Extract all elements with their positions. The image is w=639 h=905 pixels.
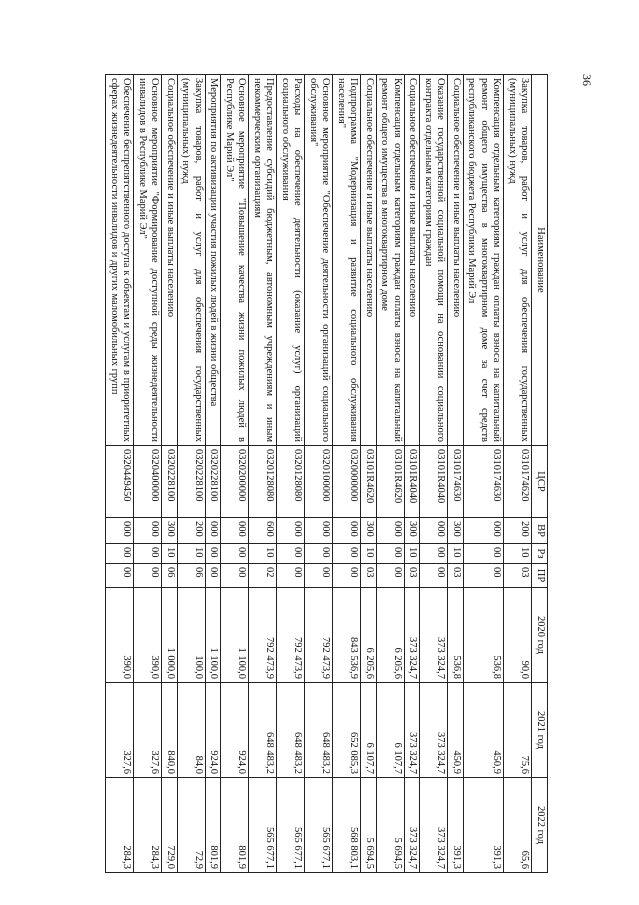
table-row (464, 75, 505, 873)
row-pr: 02 (249, 564, 277, 588)
header-csr: ЦСР (532, 446, 548, 518)
table-row (405, 75, 421, 873)
row-rz: 00 (420, 544, 448, 564)
row-name: Социальное обеспечение и иные выплаты населению (405, 75, 421, 446)
row-pr: 00 (377, 564, 405, 588)
row-rz: 00 (221, 544, 249, 564)
row-2021: 648 483,2 (277, 683, 305, 778)
row-pr: 00 (106, 564, 134, 588)
row-2022: 284,3 (134, 778, 162, 873)
row-name: Оказание государственной социальной помощи на основании социального контракта отдельным категориям граждан (420, 75, 448, 446)
table-row (305, 75, 333, 873)
row-rz: 00 (134, 544, 162, 564)
row-rz: 10 (249, 544, 277, 564)
row-csr: 0320228100 (206, 446, 222, 518)
row-vr: 000 (206, 518, 222, 544)
table-row (249, 75, 277, 873)
table-row (448, 75, 464, 873)
row-csr: 0320128080 (277, 446, 305, 518)
row-csr: 0320128080 (249, 446, 277, 518)
page-number: 36 (580, 74, 594, 86)
row-name: Мероприятия по активизации участия пожилых людей в жизни общества (206, 75, 222, 446)
row-rz: 00 (333, 544, 361, 564)
table-row (361, 75, 377, 873)
table-body (106, 75, 532, 873)
row-2021: 648 483,2 (305, 683, 333, 778)
row-name: Основное мероприятие "Обеспечение деятельности организаций социального обслуживания" (305, 75, 333, 446)
row-2021: 648 483,2 (249, 683, 277, 778)
row-rz: 00 (106, 544, 134, 564)
table-header-row (532, 75, 548, 873)
row-csr: 0320000000 (333, 446, 361, 518)
row-2022: 65,6 (504, 778, 532, 873)
row-vr: 000 (106, 518, 134, 544)
row-csr: 0320100000 (305, 446, 333, 518)
row-2022: 284,3 (106, 778, 134, 873)
rotated-page (90, 74, 548, 872)
row-vr: 000 (221, 518, 249, 544)
table-row (206, 75, 222, 873)
row-vr: 300 (361, 518, 377, 544)
row-pr: 00 (420, 564, 448, 588)
row-2022: 373 324,7 (420, 778, 448, 873)
table-row (377, 75, 405, 873)
row-2021: 6 107,7 (377, 683, 405, 778)
row-pr: 03 (448, 564, 464, 588)
row-csr: 03101R4040 (405, 446, 421, 518)
row-vr: 600 (249, 518, 277, 544)
budget-table (106, 74, 549, 873)
row-csr: 03101R4620 (377, 446, 405, 518)
row-csr: 0320400000 (134, 446, 162, 518)
row-2021: 840,0 (162, 683, 178, 778)
row-name: Компенсация отдельным категориям граждан оплаты взноса на капитальный ремонт общего имущества в многоквартирном доме (377, 75, 405, 446)
table-row (134, 75, 162, 873)
row-vr: 000 (333, 518, 361, 544)
row-pr: 00 (305, 564, 333, 588)
row-name: Социальное обеспечение и иные выплаты населению (162, 75, 178, 446)
row-csr: 03101R4620 (361, 446, 377, 518)
row-vr: 000 (134, 518, 162, 544)
row-name: Основное мероприятие "Формирование доступной среды жизнедеятельности инвалидов в Республике Марий Эл" (134, 75, 162, 446)
row-2020: 373 324,7 (420, 588, 448, 683)
row-csr: 03101R4040 (420, 446, 448, 518)
row-csr: 0310174620 (504, 446, 532, 518)
row-name: Закупка товаров, работ и услуг для обеспечения государственных (муниципальных) нужд (178, 75, 206, 446)
table-row (106, 75, 134, 873)
row-2022: 565 677,1 (277, 778, 305, 873)
row-2022: 729,0 (162, 778, 178, 873)
row-2020: 373 324,7 (405, 588, 421, 683)
row-rz: 10 (162, 544, 178, 564)
row-2021: 924,0 (206, 683, 222, 778)
row-2021: 84,0 (178, 683, 206, 778)
row-rz: 00 (464, 544, 505, 564)
row-2021: 373 324,7 (420, 683, 448, 778)
row-2022: 565 677,1 (305, 778, 333, 873)
row-2022: 373 324,7 (405, 778, 421, 873)
row-2020: 792 473,9 (277, 588, 305, 683)
row-2022: 801,9 (206, 778, 222, 873)
row-2021: 373 324,7 (405, 683, 421, 778)
row-rz: 10 (361, 544, 377, 564)
row-2020: 390,0 (134, 588, 162, 683)
row-2020: 390,0 (106, 588, 134, 683)
row-csr: 0310174630 (464, 446, 505, 518)
row-2020: 1 000,0 (162, 588, 178, 683)
row-2021: 652 085,3 (333, 683, 361, 778)
row-2021: 450,9 (448, 683, 464, 778)
row-2021: 327,6 (134, 683, 162, 778)
row-pr: 00 (221, 564, 249, 588)
row-name: Обеспечение беспрепятственного доступа к объектам и услугам в приоритетных сферах жизнедеятельности инвалидов и других маломобильных групп (106, 75, 134, 446)
row-rz: 00 (206, 544, 222, 564)
row-2022: 801,9 (221, 778, 249, 873)
row-name: Закупка товаров, работ и услуг для обеспечения государственных (муниципальных) нужд (504, 75, 532, 446)
row-2020: 6 205,6 (377, 588, 405, 683)
row-name: Социальное обеспечение и иные выплаты населению (448, 75, 464, 446)
header-2020: 2020 год (532, 588, 548, 683)
table-row (277, 75, 305, 873)
row-2021: 6 107,7 (361, 683, 377, 778)
row-2020: 100,0 (178, 588, 206, 683)
row-name: Подпрограмма "Модернизация и развитие социального обслуживания населения" (333, 75, 361, 446)
row-vr: 000 (277, 518, 305, 544)
row-2022: 391,3 (448, 778, 464, 873)
row-vr: 000 (305, 518, 333, 544)
table-row (178, 75, 206, 873)
row-csr: 0320228100 (178, 446, 206, 518)
row-2020: 536,8 (464, 588, 505, 683)
row-2022: 568 803,1 (333, 778, 361, 873)
table-row (420, 75, 448, 873)
row-pr: 06 (162, 564, 178, 588)
row-csr: 0320449450 (106, 446, 134, 518)
row-pr: 03 (361, 564, 377, 588)
row-name: Основное мероприятие "Повышение качества жизни пожилых людей в Республике Марий Эл" (221, 75, 249, 446)
row-rz: 10 (504, 544, 532, 564)
row-2020: 792 473,9 (249, 588, 277, 683)
row-csr: 0310174630 (448, 446, 464, 518)
row-pr: 03 (504, 564, 532, 588)
row-2020: 536,8 (448, 588, 464, 683)
row-2020: 792 473,9 (305, 588, 333, 683)
header-pr: ПР (532, 564, 548, 588)
row-pr: 00 (134, 564, 162, 588)
row-2021: 75,6 (504, 683, 532, 778)
header-rz: Рз (532, 544, 548, 564)
row-csr: 0320200000 (221, 446, 249, 518)
row-pr: 00 (277, 564, 305, 588)
row-2020: 6 205,6 (361, 588, 377, 683)
row-rz: 10 (405, 544, 421, 564)
row-2021: 327,6 (106, 683, 134, 778)
row-vr: 000 (464, 518, 505, 544)
row-vr: 200 (178, 518, 206, 544)
row-2021: 450,9 (464, 683, 505, 778)
row-vr: 300 (405, 518, 421, 544)
row-2022: 391,3 (464, 778, 505, 873)
row-2021: 924,0 (221, 683, 249, 778)
row-2022: 72,9 (178, 778, 206, 873)
row-name: Компенсация отдельным категориям граждан оплаты взноса на капитальный ремонт общего имущества в многоквартирном доме за счет средств республиканского бюджета Республики Марий Эл (464, 75, 505, 446)
row-pr: 03 (405, 564, 421, 588)
row-rz: 10 (178, 544, 206, 564)
row-rz: 00 (305, 544, 333, 564)
row-2020: 843 536,9 (333, 588, 361, 683)
row-rz: 10 (448, 544, 464, 564)
row-rz: 00 (377, 544, 405, 564)
row-pr: 06 (178, 564, 206, 588)
row-2020: 1 100,0 (221, 588, 249, 683)
row-pr: 00 (206, 564, 222, 588)
table-row (221, 75, 249, 873)
header-name: Наименование (532, 75, 548, 446)
header-2021: 2021 год (532, 683, 548, 778)
header-2022: 2022 год (532, 778, 548, 873)
row-2020: 1 100,0 (206, 588, 222, 683)
row-vr: 200 (504, 518, 532, 544)
row-2022: 5 694,5 (361, 778, 377, 873)
row-vr: 000 (420, 518, 448, 544)
table-row (162, 75, 178, 873)
row-name: Расходы на обеспечение деятельности (оказание услуг) организаций социального обслуживания (277, 75, 305, 446)
header-vr: ВР (532, 518, 548, 544)
row-vr: 300 (162, 518, 178, 544)
row-2020: 90,0 (504, 588, 532, 683)
row-csr: 0320228100 (162, 446, 178, 518)
row-name: Предоставление субсидий бюджетным, автономным учреждениям и иным некоммерческим организациям (249, 75, 277, 446)
table-row (504, 75, 532, 873)
row-vr: 300 (448, 518, 464, 544)
row-pr: 00 (464, 564, 505, 588)
row-2022: 565 677,1 (249, 778, 277, 873)
row-name: Социальное обеспечение и иные выплаты населению (361, 75, 377, 446)
table-row (333, 75, 361, 873)
row-rz: 00 (277, 544, 305, 564)
row-vr: 000 (377, 518, 405, 544)
row-2022: 5 694,5 (377, 778, 405, 873)
row-pr: 00 (333, 564, 361, 588)
